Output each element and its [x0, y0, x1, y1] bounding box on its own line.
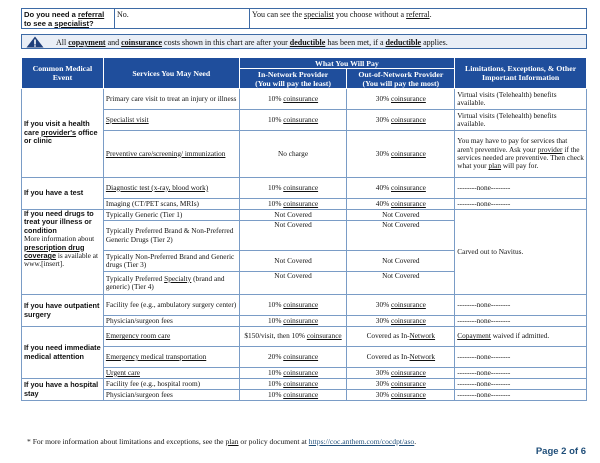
limitations-cell: Carved out to Navitus.: [455, 210, 587, 295]
table-row: [22, 379, 587, 390]
coinsurance-link[interactable]: coinsurance: [391, 148, 426, 158]
emergency-room-care-link[interactable]: Emergency room care: [105, 331, 171, 341]
table-row: [22, 210, 587, 221]
out-network-cell: 30% coinsurance: [347, 316, 455, 327]
plan-link-2[interactable]: plan: [225, 437, 239, 446]
out-network-cell: Not Covered: [347, 210, 455, 221]
service-cell: [103, 368, 239, 379]
table-row: [22, 368, 587, 379]
event-test: If you have a test: [22, 178, 104, 210]
in-network-cell: 10% coinsurance: [239, 368, 347, 379]
footnote: * For more information about limitations and exceptions, see the plan or policy document at https://coc.anthem.com/cocdpt/aso.: [27, 437, 417, 446]
header-what-you-pay: What You Will Pay: [239, 58, 455, 69]
referral-table: [21, 8, 587, 29]
coinsurance-link[interactable]: coinsurance: [391, 378, 426, 388]
preventive-care-link[interactable]: Preventive care/screening/ immunization: [105, 148, 226, 158]
service-cell: Typically Generic (Tier 1): [103, 210, 239, 221]
referral-explanation: You can see the specialist you choose without a referral.: [250, 9, 587, 29]
referral-link[interactable]: referral: [78, 10, 105, 19]
deductible-link[interactable]: deductible: [289, 38, 326, 47]
copayment-link-2[interactable]: Copayment: [457, 331, 491, 341]
coinsurance-link[interactable]: coinsurance: [391, 93, 426, 103]
coinsurance-link[interactable]: coinsurance: [283, 389, 319, 399]
provider-link-2[interactable]: provider: [537, 144, 563, 154]
service-cell: Primary care visit to treat an injury or illness: [103, 89, 239, 110]
out-network-cell: 30% coinsurance: [347, 89, 455, 110]
header-out-network: Out-of-Network Provider (You will pay the most): [347, 69, 455, 89]
coinsurance-link[interactable]: coinsurance: [391, 198, 426, 208]
in-network-cell: $150/visit, then 10% coinsurance: [239, 327, 347, 347]
header-in-network: In-Network Provider (You will pay the least): [239, 69, 347, 89]
table-row: [22, 390, 587, 401]
limitations-cell: --------none--------: [455, 368, 587, 379]
coinsurance-link[interactable]: coinsurance: [391, 299, 426, 309]
header-limitations: Limitations, Exceptions, & Other Important Information: [455, 58, 587, 89]
specialty-link[interactable]: Specialty: [164, 273, 192, 283]
limitations-cell: --------none--------: [455, 199, 587, 210]
in-network-cell: Not Covered: [239, 272, 347, 295]
limitations-cell: --------none--------: [455, 295, 587, 316]
coinsurance-link[interactable]: coinsurance: [283, 351, 319, 361]
network-link[interactable]: Network: [409, 331, 436, 341]
service-cell: [103, 110, 239, 131]
coinsurance-link[interactable]: coinsurance: [283, 378, 319, 388]
in-network-cell: 10% coinsurance: [239, 178, 347, 199]
out-network-cell: 30% coinsurance: [347, 368, 455, 379]
policy-url-link[interactable]: https://coc.anthem.com/cocdpt/aso: [308, 437, 415, 446]
specialist-visit-link[interactable]: Specialist visit: [105, 114, 149, 124]
limitations-cell: --------none--------: [455, 178, 587, 199]
specialist-link[interactable]: specialist: [54, 19, 90, 28]
coinsurance-link[interactable]: coinsurance: [283, 299, 319, 309]
event-outpatient: If you have outpatient surgery: [22, 295, 104, 327]
benefits-table: [21, 57, 587, 401]
limitations-cell: Virtual visits (Telehealth) benefits available.: [455, 110, 587, 131]
in-network-cell: 10% coinsurance: [239, 295, 347, 316]
event-drugs: If you need drugs to treat your illness or condition More information about prescription drug coverage is available at www.[insert].: [22, 210, 104, 295]
copayment-link[interactable]: copayment: [68, 38, 106, 47]
out-network-cell: Not Covered: [347, 221, 455, 251]
limitations-cell: --------none--------: [455, 390, 587, 401]
notice-text: All copayment and coinsurance costs shown in this chart are after your deductible has been met, if a deductible applies.: [56, 38, 448, 47]
service-cell: [103, 178, 239, 199]
table-row: [22, 110, 587, 131]
service-cell: Physician/surgeon fees: [103, 316, 239, 327]
out-network-cell: 40% coinsurance: [347, 199, 455, 210]
header-services: Services You May Need: [103, 58, 239, 89]
coinsurance-link[interactable]: coinsurance: [121, 38, 163, 47]
limitations-cell: You may have to pay for services that aren't preventive. Ask your provider if the services needed are preventive. Then check what your plan will pay for.: [455, 131, 587, 178]
coinsurance-link[interactable]: coinsurance: [391, 114, 426, 124]
in-network-cell: 10% coinsurance: [239, 390, 347, 401]
service-cell: Facility fee (e.g., ambulatory surgery center): [103, 295, 239, 316]
service-cell: Typically Preferred Brand & Non-Preferred Generic Drugs (Tier 2): [103, 221, 239, 251]
table-row: [22, 199, 587, 210]
out-network-cell: 40% coinsurance: [347, 178, 455, 199]
network-link-2[interactable]: Network: [409, 351, 436, 361]
service-cell: Imaging (CT/PET scans, MRIs): [103, 199, 239, 210]
emergency-transportation-link[interactable]: Emergency medical transportation: [105, 351, 207, 361]
coinsurance-link[interactable]: coinsurance: [391, 367, 426, 377]
service-cell: Typically Preferred Specialty (brand and generic) (Tier 4): [103, 272, 239, 295]
referral-link-2[interactable]: referral: [406, 10, 430, 19]
in-network-cell: 10% coinsurance: [239, 199, 347, 210]
out-network-cell: Not Covered: [347, 251, 455, 272]
out-network-cell: Covered as In-Network: [347, 327, 455, 347]
in-network-cell: Not Covered: [239, 210, 347, 221]
service-cell: [103, 131, 239, 178]
out-network-cell: 30% coinsurance: [347, 295, 455, 316]
in-network-cell: 10% coinsurance: [239, 110, 347, 131]
limitations-cell: --------none--------: [455, 347, 587, 368]
in-network-cell: 10% coinsurance: [239, 316, 347, 327]
out-network-cell: 30% coinsurance: [347, 390, 455, 401]
referral-question: Do you need a referral to see a specialist?: [22, 9, 115, 29]
coinsurance-link[interactable]: coinsurance: [283, 114, 319, 124]
limitations-cell: --------none--------: [455, 316, 587, 327]
table-row: [22, 316, 587, 327]
service-cell: [103, 347, 239, 368]
diagnostic-test-link[interactable]: Diagnostic test (x-ray, blood work): [105, 182, 209, 192]
limitations-cell: Copayment waived if admitted.: [455, 327, 587, 347]
coinsurance-link[interactable]: coinsurance: [283, 93, 319, 103]
service-cell: Typically Non-Preferred Brand and Generic drugs (Tier 3): [103, 251, 239, 272]
coinsurance-link[interactable]: coinsurance: [283, 198, 319, 208]
service-cell: Physician/surgeon fees: [103, 390, 239, 401]
limitations-cell: --------none--------: [455, 379, 587, 390]
event-emergency: If you need immediate medical attention: [22, 327, 104, 379]
table-row: [22, 89, 587, 110]
in-network-cell: Not Covered: [239, 251, 347, 272]
page-number: Page 2 of 6: [535, 446, 586, 457]
deductible-link-2[interactable]: deductible: [385, 38, 422, 47]
service-cell: Facility fee (e.g., hospital room): [103, 379, 239, 390]
in-network-cell: Not Covered: [239, 221, 347, 251]
event-visit: If you visit a health care provider's office or clinic: [22, 89, 104, 178]
coinsurance-link[interactable]: coinsurance: [391, 389, 426, 399]
coinsurance-link[interactable]: coinsurance: [391, 315, 426, 325]
coinsurance-link[interactable]: coinsurance: [283, 182, 319, 192]
specialist-link-2[interactable]: specialist: [304, 10, 334, 19]
table-row: [22, 178, 587, 199]
coinsurance-link[interactable]: coinsurance: [306, 331, 342, 341]
header-event: Common Medical Event: [22, 58, 104, 89]
provider-link[interactable]: provider's: [41, 127, 77, 137]
out-network-cell: Not Covered: [347, 272, 455, 295]
out-network-cell: 30% coinsurance: [347, 379, 455, 390]
out-network-cell: 30% coinsurance: [347, 131, 455, 178]
coinsurance-link[interactable]: coinsurance: [283, 315, 319, 325]
plan-link[interactable]: plan: [488, 161, 502, 171]
limitations-cell: Virtual visits (Telehealth) benefits available.: [455, 89, 587, 110]
out-network-cell: 30% coinsurance: [347, 110, 455, 131]
table-row: [22, 295, 587, 316]
in-network-cell: 10% coinsurance: [239, 89, 347, 110]
in-network-cell: 10% coinsurance: [239, 379, 347, 390]
prescription-drug-coverage-link[interactable]: prescription drug coverage: [24, 242, 85, 261]
table-row: [22, 327, 587, 347]
table-row: [22, 347, 587, 368]
out-network-cell: Covered as In-Network: [347, 347, 455, 368]
in-network-cell: 20% coinsurance: [239, 347, 347, 368]
deductible-notice: [21, 34, 587, 49]
referral-answer: No.: [115, 9, 250, 29]
coinsurance-link[interactable]: coinsurance: [391, 182, 426, 192]
service-cell: [103, 327, 239, 347]
urgent-care-link[interactable]: Urgent care: [105, 367, 140, 377]
table-row: [22, 131, 587, 178]
warning-icon: [26, 36, 44, 48]
in-network-cell: No charge: [239, 131, 347, 178]
event-hospital: If you have a hospital stay: [22, 379, 104, 401]
coinsurance-link[interactable]: coinsurance: [283, 367, 319, 377]
